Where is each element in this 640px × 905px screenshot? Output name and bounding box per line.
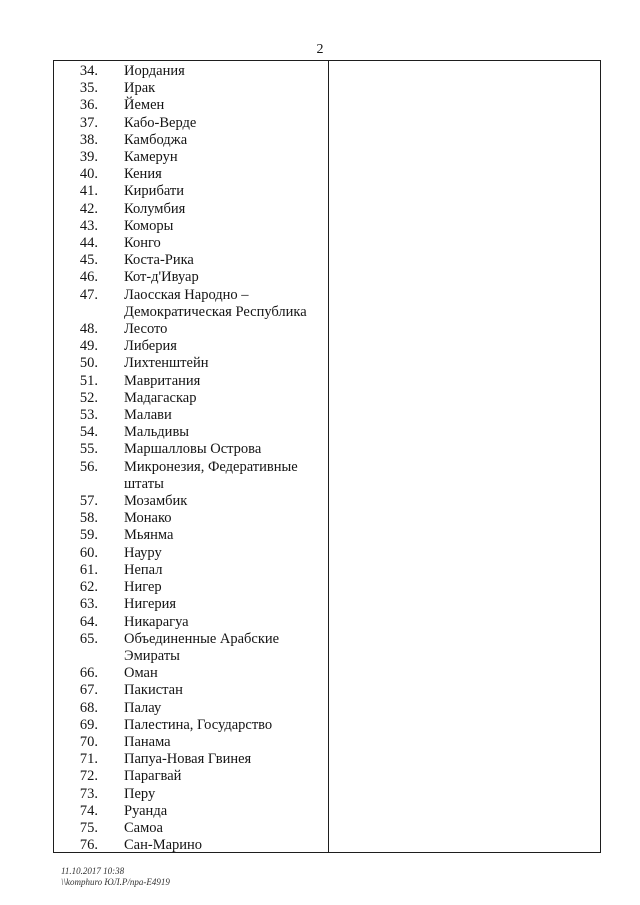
table-row — [54, 768, 328, 785]
table-row — [54, 252, 328, 269]
row-number: 66. — [79, 665, 98, 682]
table-row — [54, 614, 328, 631]
row-number: 74. — [79, 802, 98, 819]
country-name: Малави — [124, 407, 172, 424]
country-name: Самоа — [124, 819, 163, 836]
row-number: 63. — [79, 596, 98, 613]
table-row — [54, 132, 328, 149]
country-name: Мальдивы — [124, 424, 190, 441]
row-number: 62. — [79, 579, 98, 596]
row-number: 68. — [79, 699, 98, 716]
row-number: 58. — [79, 510, 98, 527]
row-number: 44. — [79, 235, 98, 252]
country-name: Иордания — [124, 63, 185, 79]
row-number: 42. — [79, 200, 98, 217]
country-name: Коморы — [124, 217, 174, 234]
table-row — [54, 751, 328, 768]
country-name: Мавритания — [124, 372, 201, 389]
row-number: 46. — [79, 269, 98, 286]
table-row — [54, 786, 328, 803]
table-row — [54, 803, 328, 820]
footer-timestamp: 11.10.2017 10:38 — [61, 866, 125, 876]
row-number: 51. — [79, 372, 98, 389]
table-row — [54, 287, 328, 321]
row-number: 56. — [79, 458, 98, 475]
country-name: Микронезия, Федеративные штаты — [124, 458, 298, 492]
country-name: Коста-Рика — [124, 252, 194, 269]
country-name: Никарагуа — [124, 613, 189, 630]
row-number: 39. — [79, 149, 98, 166]
row-number: 36. — [79, 97, 98, 114]
country-name: Лесото — [124, 321, 168, 338]
country-name: Лаосская Народно – Демократическая Республика — [124, 286, 307, 320]
row-number: 76. — [79, 837, 98, 854]
row-number: 73. — [79, 785, 98, 802]
row-number: 52. — [79, 389, 98, 406]
table-row — [54, 717, 328, 734]
country-name: Нигерия — [124, 596, 177, 613]
country-name: Йемен — [124, 97, 165, 114]
country-name: Монако — [124, 510, 172, 527]
page-number: 2 — [316, 42, 324, 57]
row-number: 64. — [79, 613, 98, 630]
country-name: Перу — [124, 785, 156, 802]
country-name: Непал — [124, 561, 163, 578]
country-name: Мадагаскар — [124, 389, 197, 406]
row-number: 41. — [79, 183, 98, 200]
country-name: Нигер — [124, 579, 162, 596]
table-row — [54, 510, 328, 527]
country-name: Камерун — [124, 149, 178, 166]
row-number: 40. — [79, 166, 98, 183]
row-number: 55. — [79, 441, 98, 458]
table-row — [54, 373, 328, 390]
row-number: 75. — [79, 819, 98, 836]
country-name: Либерия — [124, 338, 177, 355]
row-number: 61. — [79, 561, 98, 578]
table-row — [54, 459, 328, 493]
country-name: Палестина, Государство — [124, 716, 273, 733]
table-row — [54, 527, 328, 544]
table-row — [54, 682, 328, 699]
row-number: 67. — [79, 682, 98, 699]
country-name: Лихтенштейн — [124, 355, 209, 372]
country-list — [54, 63, 328, 854]
country-name: Сан-Марино — [124, 837, 203, 854]
table-row — [54, 631, 328, 665]
table-row — [54, 115, 328, 132]
country-name: Камбоджа — [124, 131, 188, 148]
table-row — [54, 407, 328, 424]
table-row — [54, 183, 328, 200]
table-row — [54, 338, 328, 355]
country-name: Парагвай — [124, 768, 182, 785]
table-row — [54, 441, 328, 458]
table-row — [54, 166, 328, 183]
country-table — [53, 60, 601, 853]
footer-path: \\komphuro ЮЛ.Р/пра-Е4919 — [61, 877, 170, 887]
table-row — [54, 97, 328, 114]
row-number: 60. — [79, 544, 98, 561]
table-row — [54, 734, 328, 751]
country-name: Руанда — [124, 802, 168, 819]
row-number: 34. — [79, 63, 98, 79]
country-name: Кирибати — [124, 183, 184, 200]
row-number: 71. — [79, 751, 98, 768]
country-name: Конго — [124, 235, 161, 252]
row-number: 37. — [79, 114, 98, 131]
table-row — [54, 493, 328, 510]
row-number: 38. — [79, 131, 98, 148]
row-number: 65. — [79, 630, 98, 647]
table-row — [54, 700, 328, 717]
row-number: 72. — [79, 768, 98, 785]
row-number: 59. — [79, 527, 98, 544]
table-row — [54, 837, 328, 854]
table-row — [54, 218, 328, 235]
table-row — [54, 80, 328, 97]
table-row — [54, 235, 328, 252]
row-number: 48. — [79, 321, 98, 338]
table-row — [54, 579, 328, 596]
table-row — [54, 596, 328, 613]
country-name: Мьянма — [124, 527, 174, 544]
row-number: 45. — [79, 252, 98, 269]
country-name: Папуа-Новая Гвинея — [124, 751, 252, 768]
row-number: 35. — [79, 80, 98, 97]
column-divider — [328, 61, 329, 852]
country-name: Палау — [124, 699, 162, 716]
table-row — [54, 321, 328, 338]
country-name: Пакистан — [124, 682, 183, 699]
country-name: Науру — [124, 544, 162, 561]
row-number: 69. — [79, 716, 98, 733]
country-name: Кения — [124, 166, 162, 183]
country-name: Кабо-Верде — [124, 114, 197, 131]
row-number: 43. — [79, 217, 98, 234]
table-row — [54, 820, 328, 837]
table-row — [54, 562, 328, 579]
row-number: 47. — [79, 286, 98, 303]
table-row — [54, 355, 328, 372]
table-row — [54, 545, 328, 562]
country-name: Колумбия — [124, 200, 186, 217]
table-row — [54, 201, 328, 218]
table-row — [54, 424, 328, 441]
table-row — [54, 63, 328, 80]
country-name: Кот-д'Ивуар — [124, 269, 199, 286]
footer-note — [61, 866, 170, 888]
table-row — [54, 390, 328, 407]
table-row — [54, 269, 328, 286]
table-row — [54, 665, 328, 682]
table-row — [54, 149, 328, 166]
row-number: 54. — [79, 424, 98, 441]
country-name: Объединенные Арабские Эмираты — [124, 630, 280, 664]
country-name: Оман — [124, 665, 158, 682]
country-name: Панама — [124, 733, 171, 750]
row-number: 57. — [79, 493, 98, 510]
row-number: 50. — [79, 355, 98, 372]
country-name: Ирак — [124, 80, 156, 97]
country-name: Маршалловы Острова — [124, 441, 262, 458]
row-number: 70. — [79, 733, 98, 750]
row-number: 49. — [79, 338, 98, 355]
row-number: 53. — [79, 407, 98, 424]
country-name: Мозамбик — [124, 493, 188, 510]
